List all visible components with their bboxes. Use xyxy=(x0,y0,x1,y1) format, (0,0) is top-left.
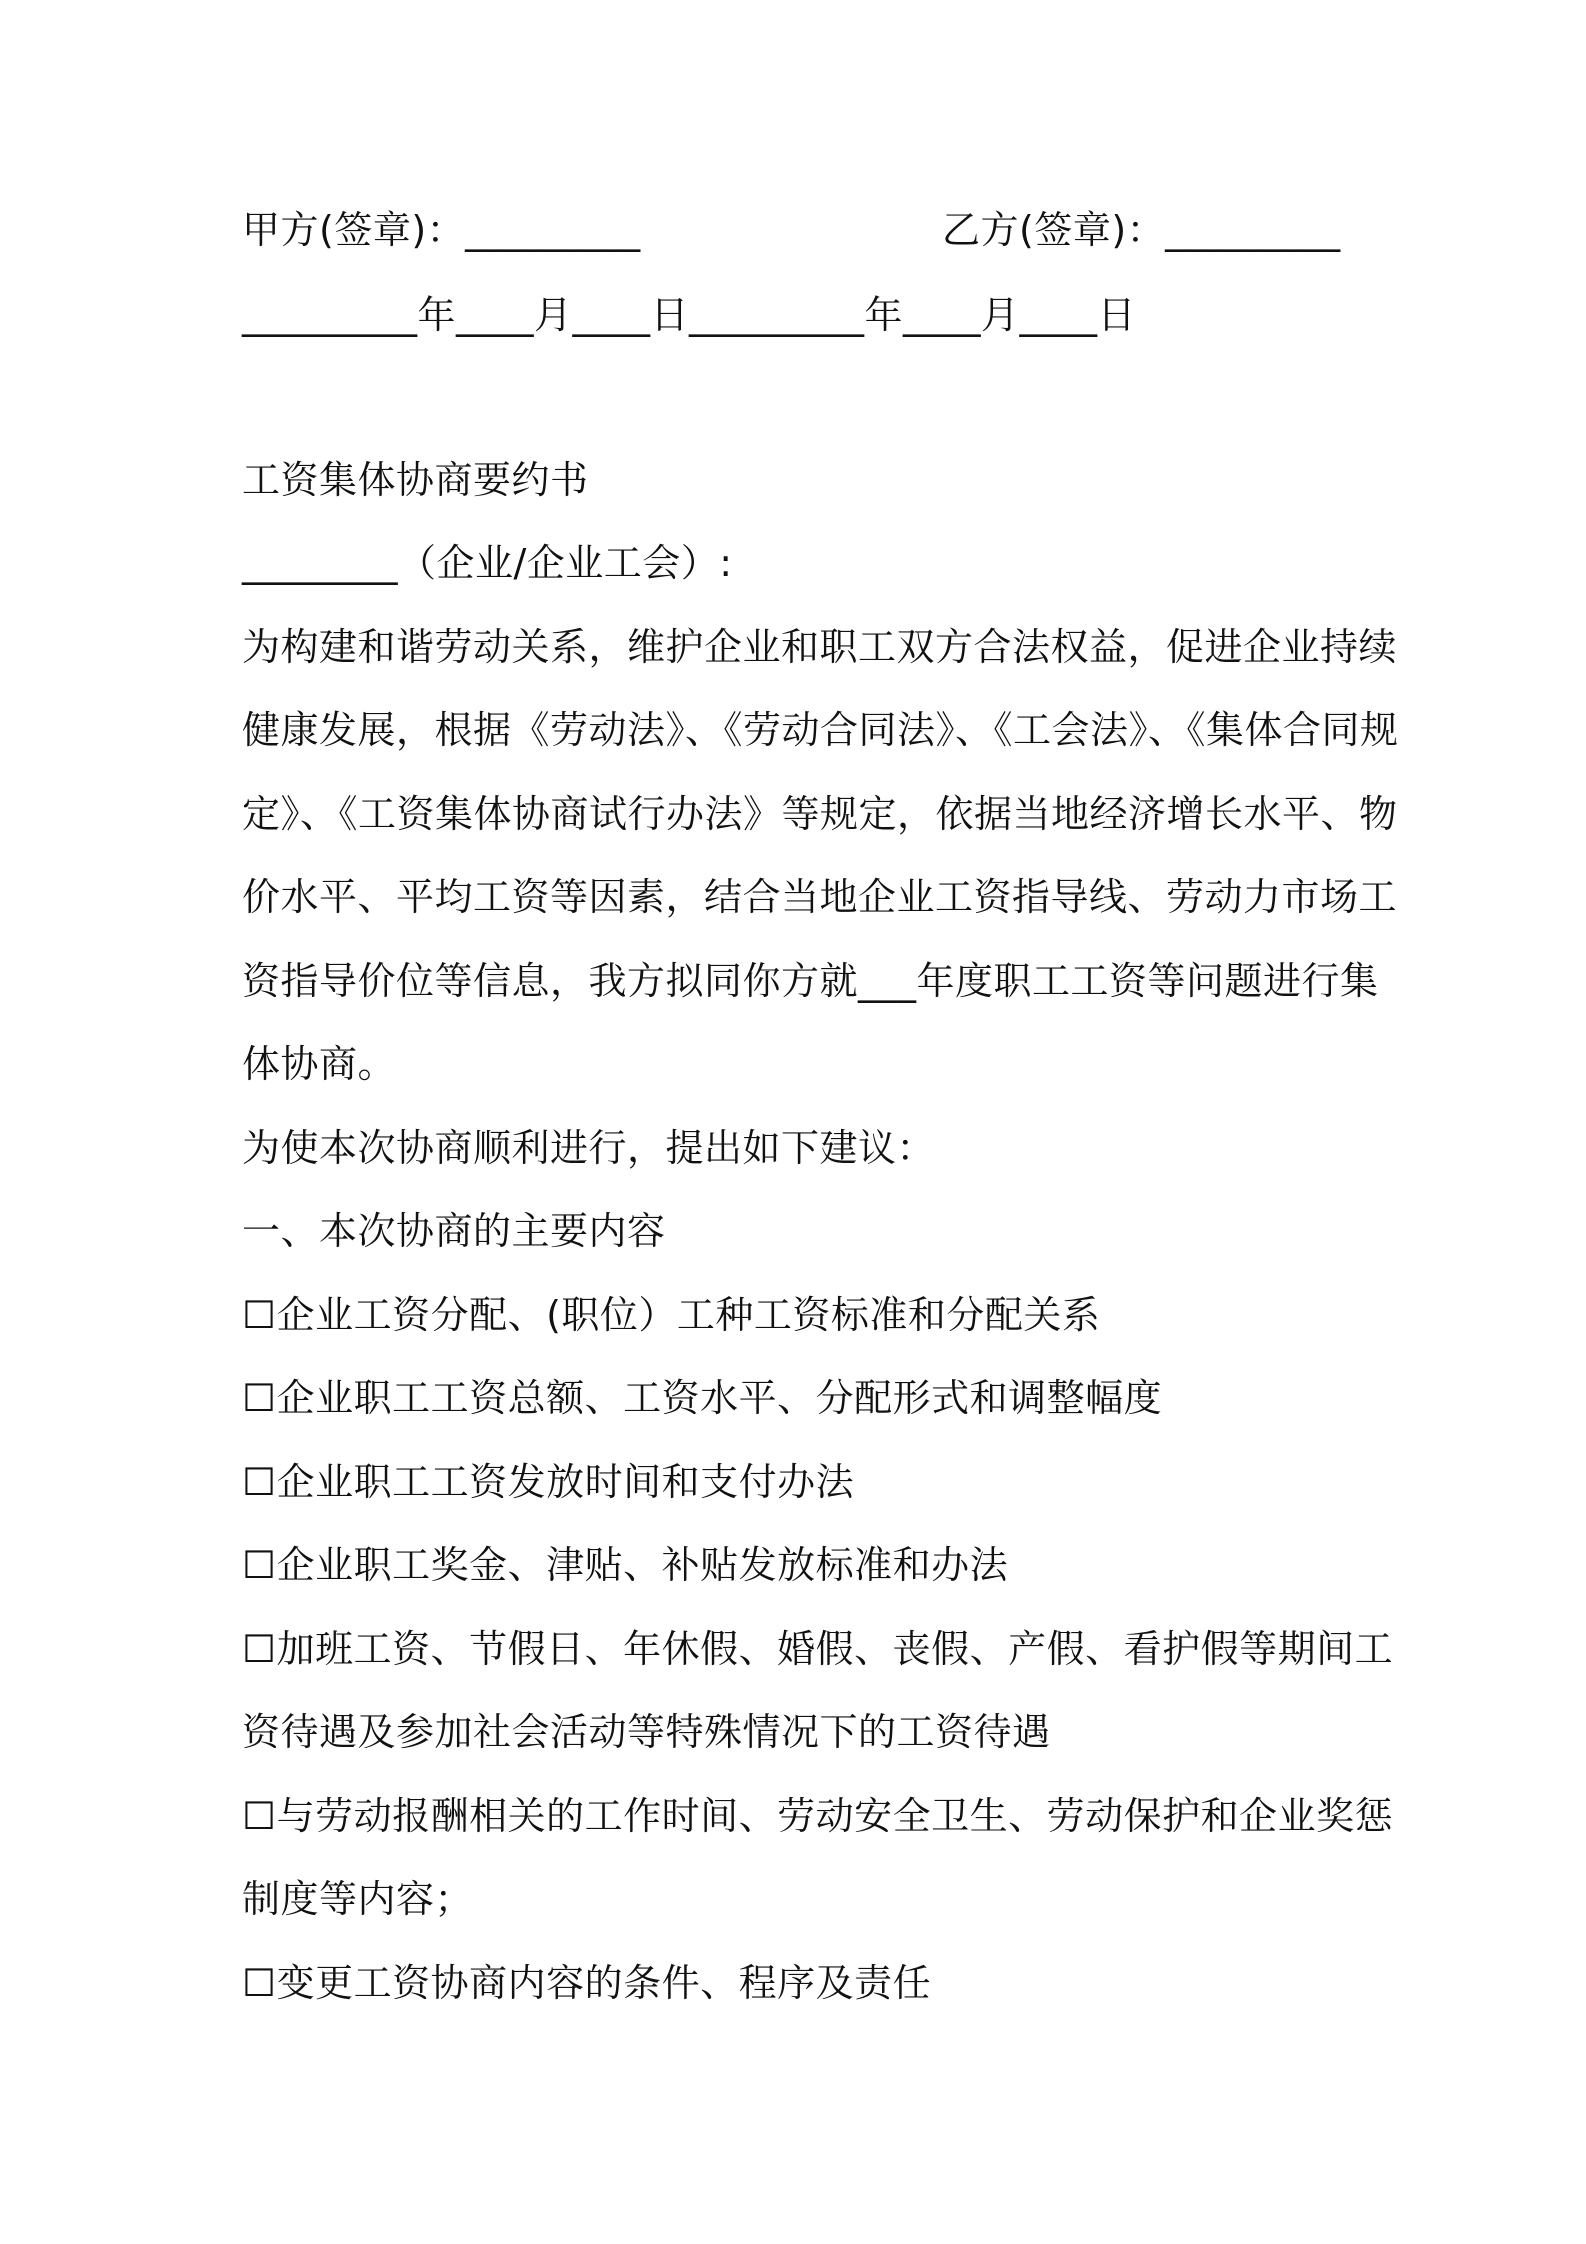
party-a-signature: 甲方(签章)：_________ xyxy=(242,208,641,252)
intro-line: 定》、《工资集体协商试行办法》等规定，依据当地经济增长水平、物 xyxy=(242,792,1398,836)
intro-line: 体协商。 xyxy=(242,1042,397,1086)
intro-line: 为构建和谐劳动关系，维护企业和职工双方合法权益，促进企业持续 xyxy=(242,625,1398,669)
intro-line: 资指导价位等信息，我方拟同你方就___年度职工工资等问题进行集 xyxy=(242,959,1379,1003)
checkbox-item: ☐企业职工工资发放时间和支付办法 xyxy=(242,1460,855,1504)
checkbox-item-continuation: 制度等内容； xyxy=(242,1877,474,1921)
document-title: 工资集体协商要约书 xyxy=(242,458,589,502)
checkbox-item: ☐与劳动报酬相关的工作时间、劳动安全卫生、劳动保护和企业奖惩 xyxy=(242,1794,1394,1838)
signature-row xyxy=(242,205,1362,255)
checkbox-item-continuation: 资待遇及参加社会活动等特殊情况下的工资待遇 xyxy=(242,1710,1051,1754)
proposal-intro: 为使本次协商顺利进行，提出如下建议： xyxy=(242,1126,936,1170)
section-heading: 一、本次协商的主要内容 xyxy=(242,1209,666,1253)
intro-line: 价水平、平均工资等因素，结合当地企业工资指导线、劳动力市场工 xyxy=(242,875,1398,919)
checkbox-item: ☐企业工资分配、(职位）工种工资标准和分配关系 xyxy=(242,1293,1101,1337)
intro-line: 健康发展，根据《劳动法》、《劳动合同法》、《工会法》、《集体合同规 xyxy=(242,708,1399,752)
checkbox-item: ☐加班工资、节假日、年休假、婚假、丧假、产假、看护假等期间工 xyxy=(242,1627,1394,1671)
addressee-line: ________（企业/企业工会）: xyxy=(242,541,733,585)
checkbox-item: ☐企业职工工资总额、工资水平、分配形式和调整幅度 xyxy=(242,1376,1163,1420)
date-line: _________年____月____日_________年____月____日 xyxy=(242,293,1137,337)
checkbox-item: ☐变更工资协商内容的条件、程序及责任 xyxy=(242,1961,932,2005)
party-b-signature: 乙方(签章)：_________ xyxy=(942,208,1341,252)
checkbox-item: ☐企业职工奖金、津贴、补贴发放标准和办法 xyxy=(242,1543,1009,1587)
